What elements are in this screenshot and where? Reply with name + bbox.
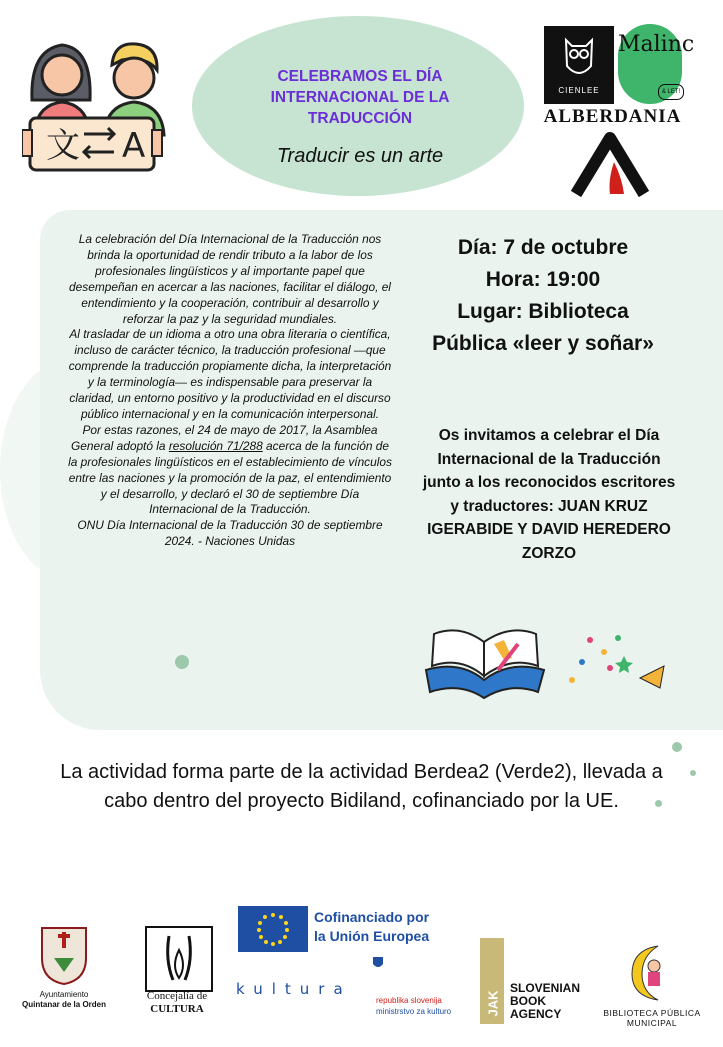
paragraph: Al trasladar de un idioma a otro una obra literaria o científica, incluso de carácter técnico, la traducción profesional —que comprende la traducción propiamente dicha, la interpretación y la terminología— es indispensable para preservar la claridad, un entorno positivo y la productividad en el discurso público internacional y en la comunicación interpersonal.	[68, 327, 392, 421]
biblioteca-municipal-logo	[584, 940, 720, 1028]
event-day: Día: 7 de octubre	[457, 236, 629, 259]
alberdania-label: ALBERDANIA	[543, 106, 682, 127]
sba-label: SLOVENIAN BOOK AGENCY	[510, 981, 581, 1021]
un-description	[66, 232, 394, 550]
flame-icon	[147, 928, 211, 990]
ayuntamiento-label: Ayuntamiento Quintanar de la Orden	[21, 990, 106, 1009]
biblioteca-label: BIBLIOTECA PÚBLICA MUNICIPAL	[603, 1008, 701, 1028]
jak-label: JAK	[485, 990, 501, 1017]
decor-dot	[690, 770, 696, 776]
decor-dot	[672, 742, 682, 752]
resolution-link[interactable]: resolución 71/288	[168, 438, 263, 453]
owl-icon	[544, 26, 614, 86]
confetti-icon	[560, 628, 670, 698]
kultura-logo: kultura	[236, 980, 352, 998]
event-place: Pública «leer y soñar»	[432, 332, 654, 355]
concejalia-logo	[145, 926, 213, 992]
cienlee-label: CIENLEE	[558, 86, 600, 95]
moon-reader-icon	[584, 940, 720, 1004]
event-time: Hora: 19:00	[485, 268, 601, 291]
paragraph: La celebración del Día Internacional de la Traducción nos brinda la oportunidad de rendir tributo a la labor de los profesionales lingüísticos y al importante papel que desempeñan en acercar a las naciones, facilitar el diálogo, el entendimiento y la cooperación, contribuir al desarrollo y reforzar la paz y la seguridad mundiales.	[69, 232, 391, 326]
malinc-badge: & LET!	[658, 84, 684, 100]
ayuntamiento-crest	[38, 918, 90, 986]
malinc-logo	[618, 24, 695, 104]
event-place: Lugar: Biblioteca	[457, 300, 629, 323]
translators-illustration	[22, 30, 172, 180]
eu-cofinance-label: Cofinanciado por la Unión Europea	[314, 909, 430, 944]
event-details	[398, 232, 688, 360]
cienlee-logo	[544, 26, 614, 104]
slovenian-book-agency-logo	[480, 938, 580, 1024]
page-title: CELEBRAMOS EL DÍA INTERNACIONAL DE LA TRADUCCIÓN	[270, 68, 450, 127]
page-subtitle: Traducir es un arte	[276, 145, 444, 167]
eu-flag-icon	[238, 906, 308, 952]
translation-source-glyph: 文	[46, 126, 80, 166]
project-note: La actividad forma parte de la actividad Berdea2 (Verde2), llevada a cabo dentro del proyecto Bidiland, cofinanciado por la UE.	[60, 761, 663, 812]
alberdania-logo	[570, 128, 650, 200]
slovenia-crest-icon	[372, 956, 384, 970]
slovenia-ministry-label: republika slovenija ministrstvo za kulturo	[376, 996, 452, 1016]
source-citation: ONU Día Internacional de la Traducción 30 de septiembre 2024. - Naciones Unidas	[77, 518, 383, 549]
concejalia-label: Concejalía de CULTURA	[146, 990, 208, 1015]
paragraph: Por estas razones, el 24 de mayo de 2017, la Asamblea General adoptó la resolución 71/288 acerca de la función de la profesionales lingüísticos en el establecimiento de vínculos entre las naciones y la promoción de la paz, el entendimiento y el desarrollo, y declaró el 30 de septiembre Día Internacional de la Traducción.	[68, 422, 392, 517]
malinc-label: Malinc	[618, 32, 695, 57]
decor-dot	[175, 655, 189, 669]
translation-target-glyph: A	[122, 126, 146, 166]
open-book-icon	[420, 620, 550, 700]
invitation-text: Os invitamos a celebrar el Día Internacional de la Traducción junto a los reconocidos escritores y traductores: JUAN KRUZ IGERABIDE Y DAVID HEREDERO ZORZO	[422, 427, 676, 562]
